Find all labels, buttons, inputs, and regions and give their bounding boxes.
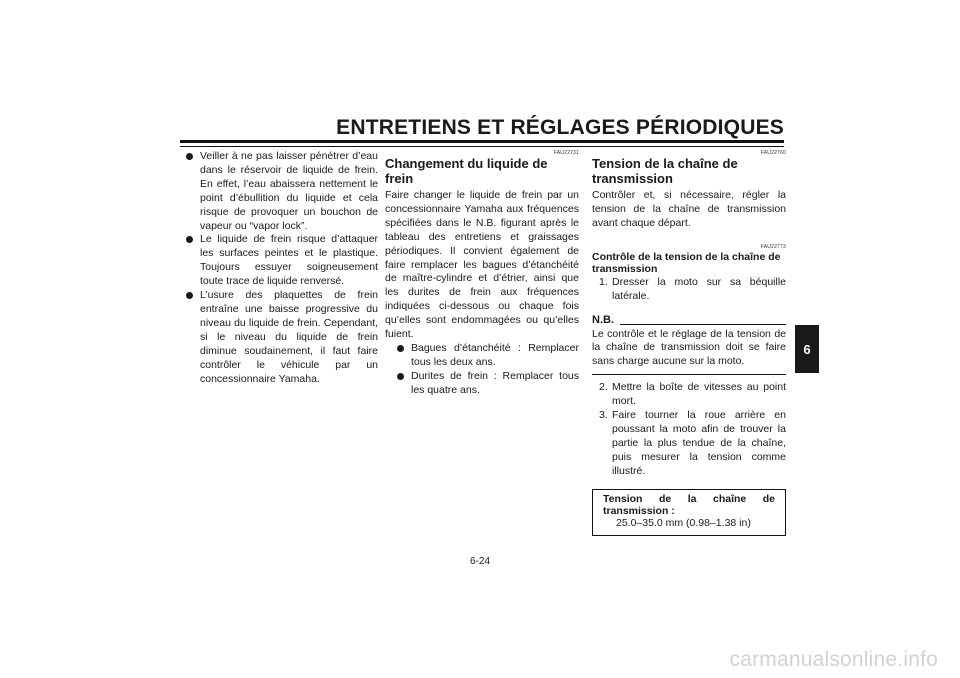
header-rule-thick	[180, 140, 784, 143]
bullet-item	[395, 342, 579, 370]
column-middle	[385, 150, 579, 398]
subsection-heading: Contrôle de la tension de la chaîne de transmission	[592, 250, 781, 275]
step-text: Faire tourner la roue arrière en poussant la moto afin de trouver la partie la plus tendue de la chaîne, puis mesurer la tension comme illustré.	[612, 409, 786, 477]
step-text: Dresser la moto sur sa béquille latérale.	[612, 275, 786, 302]
bullet-dot-icon	[186, 236, 193, 243]
page-number: 6-24	[469, 556, 490, 567]
spec-value: 25.0–35.0 mm (0.98–1.38 in)	[616, 516, 751, 529]
bullet-text: Bagues d’étanchéité : Remplacer tous les deux ans.	[411, 341, 579, 368]
bullet-item	[184, 233, 378, 289]
step-number: 1.	[599, 275, 608, 288]
nb-text: Le contrôle et le réglage de la tension de la chaîne de transmission doit se faire sans charge aucune sur la moto.	[592, 327, 786, 368]
nb-label: N.B.	[592, 314, 620, 327]
section-code: FAU22760	[760, 150, 786, 156]
nb-rule-bottom	[592, 374, 786, 375]
chapter-tab: 6	[795, 325, 819, 373]
bullet-item	[184, 289, 378, 386]
spec-box	[592, 489, 786, 536]
step-item	[592, 381, 786, 409]
bullet-item	[184, 150, 378, 233]
bullet-dot-icon	[186, 292, 193, 299]
header-rule-thin	[180, 146, 784, 147]
spec-label: Tension de la chaîne de transmission :	[603, 492, 775, 517]
page-title: ENTRETIENS ET RÉGLAGES PÉRIODIQUES	[336, 116, 784, 139]
section-code: FAU22773	[760, 243, 786, 250]
step-text: Mettre la boîte de vitesses au point mort.	[612, 381, 786, 408]
section-body: Contrôler et, si nécessaire, régler la tension de la chaîne de transmission avant chaque départ.	[592, 189, 786, 229]
step-number: 2.	[599, 381, 608, 394]
bullet-dot-icon	[397, 345, 404, 352]
column-left	[184, 150, 378, 386]
section-heading-brake-fluid: Changement du liquide de frein	[385, 156, 548, 186]
nb-note	[592, 314, 786, 376]
bullet-list	[385, 342, 579, 398]
step-item	[592, 409, 786, 479]
step-item	[592, 276, 786, 304]
bullet-dot-icon	[186, 153, 193, 160]
section-body: Faire changer le liquide de frein par un concessionnaire Yamaha aux fréquences spécifiées dans le N.B. figurant après le tableau des entretiens et graissages périodiques. Il convient également de faire remplacer les bagues d’étanchéité de maître-cylindre et d’étrier, ainsi que les durites de frein aux fréquences indiquées ci-dessous ou chaque fois qu’elles sont endommagées ou qu’elles fuient.	[385, 189, 579, 341]
bullet-text: Veiller à ne pas laisser pénétrer d’eau dans le réservoir de liquide de frein. En effet, l’eau abaissera nettement le point d’ébullition du liquide et cela risque de provoquer un bouchon de vapeur ou “vapor lock”.	[200, 150, 378, 232]
section-heading-chain-tension: Tension de la chaîne de transmission	[592, 156, 738, 186]
bullet-text: Le liquide de frein risque d’attaquer les surfaces peintes et le plastique. Toujours essuyer soigneusement toute trace de liquide renversé.	[200, 233, 378, 288]
column-right	[592, 150, 786, 536]
bullet-item	[395, 370, 579, 398]
bullet-text: L’usure des plaquettes de frein entraîne une baisse progressive du niveau du liquide de frein. Cependant, si le niveau du liquide de frein diminue soudainement, il faut faire contrôler le véhicule par un concessionnaire Yamaha.	[200, 289, 378, 385]
nb-rule-top	[592, 324, 786, 325]
bullet-dot-icon	[397, 373, 404, 380]
watermark: carmanualsonline.info	[729, 648, 938, 671]
step-number: 3.	[599, 409, 608, 422]
section-code: FAU22731	[553, 150, 579, 156]
page-header	[180, 116, 784, 148]
bullet-text: Durites de frein : Remplacer tous les quatre ans.	[411, 369, 579, 396]
